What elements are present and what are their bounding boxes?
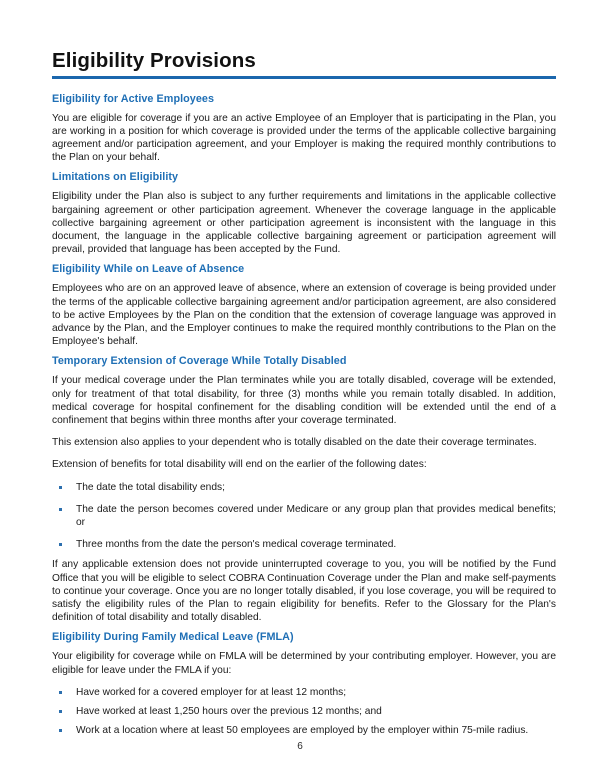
bullet-icon	[59, 486, 62, 489]
bullet-icon	[59, 691, 62, 694]
spacer	[52, 256, 556, 263]
section-heading: Limitations on Eligibility	[52, 171, 179, 184]
section-temporary-extension-totally-disabled	[52, 355, 556, 624]
section-paragraph: This extension also applies to your dependent who is totally disabled on the date their coverage terminates.	[52, 437, 537, 449]
title-divider	[52, 76, 556, 79]
list-item	[52, 686, 556, 699]
list-item	[52, 481, 556, 494]
section-paragraph: Extension of benefits for total disability will end on the earlier of the following dates:	[52, 459, 427, 471]
section-limitations-on-eligibility	[52, 171, 556, 256]
bullet-icon	[59, 508, 62, 511]
section-paragraph: If any applicable extension does not provide uninterrupted coverage to you, you will be notified by the Fund Office that you will be eligible to select COBRA Continuation Coverage under the Plan and make self-payments to continue your coverage. Once you are no longer totally disabled, if you lose coverage, you will be required to satisfy the eligibility rules of the Plan to regain eligibility for benefits. Refer to the Glossary for the Plan's definition of total disability and totally disabled.	[52, 559, 556, 624]
section-eligibility-leave-of-absence	[52, 263, 556, 348]
section-paragraph: Eligibility under the Plan also is subject to any further requirements and limitations in the applicable collective bargaining agreement or other participation agreement. Whenever the coverage language in the applicable collective bargaining agreement or other participation agreement is inconsistent with the language in this document, the language in the applicable collective bargaining agreement or participation agreement will prevail, provided that language has been accepted by the Fund.	[52, 191, 556, 256]
page-number: 6	[297, 741, 303, 752]
spacer	[52, 624, 556, 631]
section-paragraph: Your eligibility for coverage while on FMLA will be determined by your contributing employer. However, you are eligible for leave under the FMLA if you:	[52, 651, 556, 676]
list-item-text: The date the person becomes covered under Medicare or any group plan that provides medical benefits; or	[76, 503, 556, 529]
section-heading: Eligibility During Family Medical Leave (FMLA)	[52, 631, 294, 644]
list-item-text: The date the total disability ends;	[76, 481, 225, 493]
section-eligibility-active-employees	[52, 93, 556, 165]
list-item-text: Have worked at least 1,250 hours over the previous 12 months; and	[76, 706, 382, 718]
bullet-icon	[59, 710, 62, 713]
section-heading: Temporary Extension of Coverage While Totally Disabled	[52, 355, 347, 368]
section-paragraph: If your medical coverage under the Plan terminates while you are totally disabled, coverage will be extended, only for treatment of that total disability, for three (3) months while you remain totally disabled. In addition, medical coverage for hospital confinement for the disabling condition will be extended until the end of a confinement that begins within three months after your coverage terminated.	[52, 375, 556, 427]
list-item	[52, 503, 556, 529]
disability-end-dates-list	[52, 481, 556, 552]
fmla-eligibility-list	[52, 686, 556, 738]
section-paragraph: Employees who are on an approved leave of absence, where an extension of coverage is being provided under the terms of the applicable collective bargaining agreement and/or participation agreement, are also considered to be active Employees by the Plan on the condition that the extension of coverage language was approved in advance by the Plan, and the Employer continues to make the required monthly contributions to the Plan on the Employee's behalf.	[52, 283, 556, 348]
list-item	[52, 705, 556, 718]
section-paragraph: You are eligible for coverage if you are an active Employee of an Employer that is participating in the Plan, you are working in a position for which coverage is provided under the terms of the applicable collective bargaining agreement and/or participation agreement, and your Employer is making the required monthly contributions to the Plan on your behalf.	[52, 112, 556, 164]
spacer	[52, 348, 556, 355]
section-heading: Eligibility for Active Employees	[52, 92, 214, 105]
spacer	[52, 551, 556, 558]
section-eligibility-during-fmla	[52, 631, 556, 737]
list-item-text: Three months from the date the person's medical coverage terminated.	[76, 539, 397, 551]
list-item	[52, 724, 556, 737]
page-content	[52, 48, 556, 744]
list-item	[52, 538, 556, 551]
list-item-text: Have worked for a covered employer for at least 12 months;	[76, 686, 347, 698]
section-heading: Eligibility While on Leave of Absence	[52, 263, 245, 276]
list-item-text: Work at a location where at least 50 employees are employed by the employer within 75-mile radius.	[76, 725, 529, 737]
bullet-icon	[59, 543, 62, 546]
page-title: Eligibility Provisions	[52, 49, 256, 72]
spacer	[52, 164, 556, 171]
bullet-icon	[59, 729, 62, 732]
